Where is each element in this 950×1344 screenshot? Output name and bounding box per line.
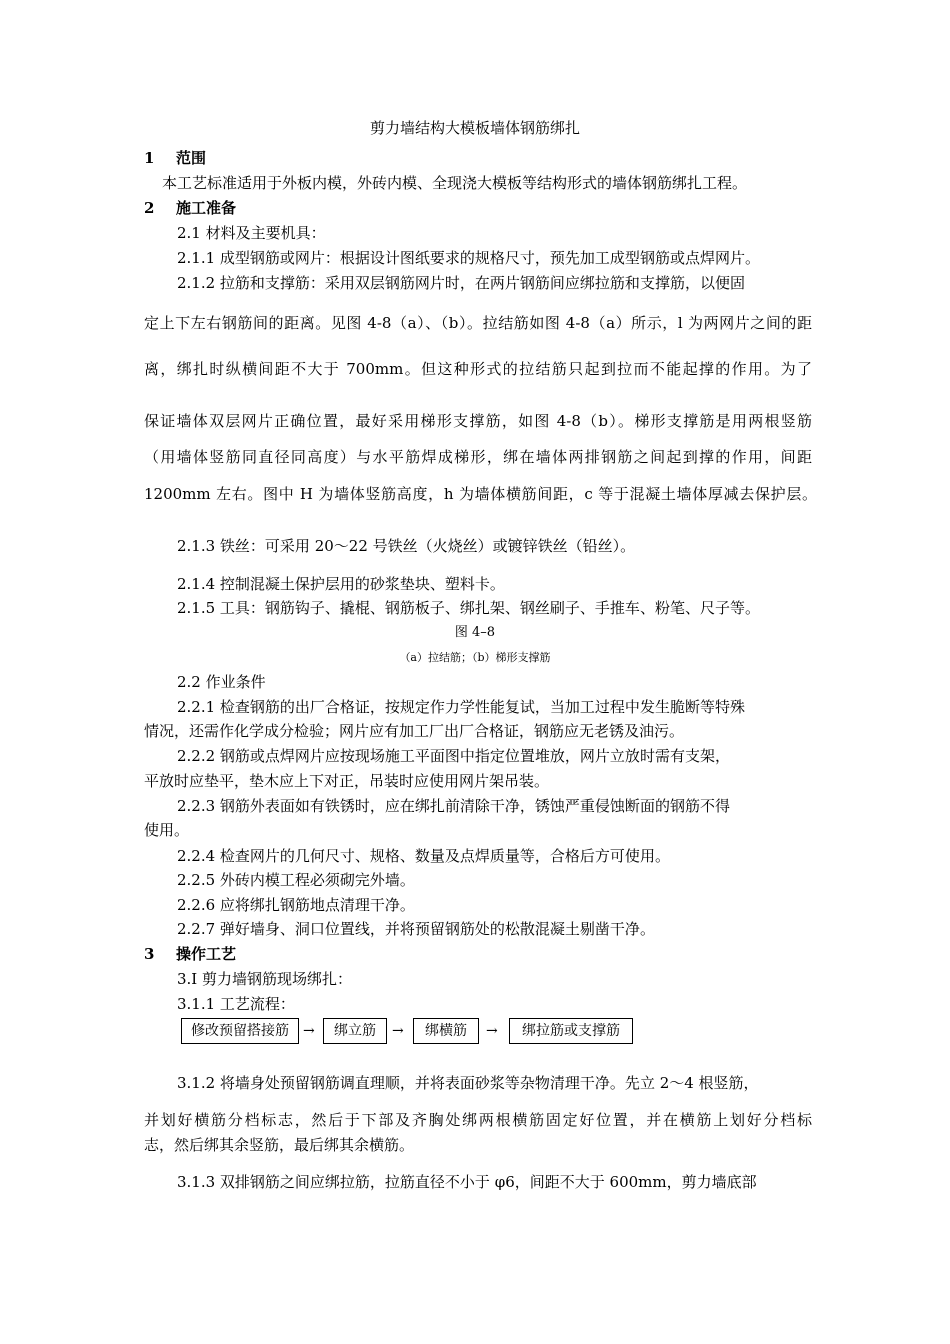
flow-step-3: 绑横筋 bbox=[413, 1018, 479, 1044]
paragraph-scope: 本工艺标准适用于外板内模，外砖内模、全现浇大模板等结构形式的墙体钢筋绑扎工程。 bbox=[162, 174, 748, 192]
flow-step-4: 绑拉筋或支撑筋 bbox=[509, 1018, 633, 1044]
paragraph-3-1-1: 3.1.1 工艺流程： bbox=[177, 995, 295, 1013]
section-number: 1 bbox=[144, 149, 155, 167]
paragraph-3-1-2-line: 并划好横筋分档标志，然后于下部及齐胸处绑两根横筋固定好位置，并在横筋上划好分档标 bbox=[144, 1111, 812, 1129]
section-heading-3 bbox=[144, 944, 236, 964]
paragraph-2-2-3-line: 使用。 bbox=[144, 821, 190, 839]
paragraph-2-1-5: 2.1.5 工具：钢筋钩子、撬棍、钢筋板子、绑扎架、钢丝刷子、手推车、粉笔、尺子等。 bbox=[177, 599, 760, 617]
paragraph-2-1-1: 2.1.1 成型钢筋或网片：根据设计图纸要求的规格尺寸，预先加工成型钢筋或点焊网片。 bbox=[177, 249, 760, 267]
paragraph-2-2-5: 2.2.5 外砖内模工程必须砌完外墙。 bbox=[177, 871, 415, 889]
subheading-3-1: 3.I 剪力墙钢筋现场绑扎： bbox=[177, 970, 353, 988]
section-number: 2 bbox=[144, 199, 155, 217]
paragraph-2-1-2-line: 定上下左右钢筋间的距离。见图 4-8（a）、（b）。拉结筋如图 4-8（a）所示，l 为两网片之间的距 bbox=[144, 314, 812, 332]
paragraph-2-2-7: 2.2.7 弹好墙身、洞口位置线，并将预留钢筋处的松散混凝土剔凿干净。 bbox=[177, 920, 655, 938]
section-heading-2 bbox=[144, 198, 236, 218]
flow-step-1: 修改预留搭接筋 bbox=[181, 1018, 299, 1044]
flow-step-2: 绑立筋 bbox=[323, 1018, 387, 1044]
paragraph-2-1-2-line: 1200mm 左右。图中 H 为墙体竖筋高度，h 为墙体横筋间距，c 等于混凝土墙体厚减去保护层。 bbox=[144, 485, 817, 503]
paragraph-2-1-3: 2.1.3 铁丝：可采用 20～22 号铁丝（火烧丝）或镀锌铁丝（铅丝）。 bbox=[177, 537, 636, 555]
paragraph-2-1-2-line: （用墙体竖筋同直径同高度）与水平筋焊成梯形，绑在墙体两排钢筋之间起到撑的作用，间距 bbox=[144, 448, 812, 466]
paragraph-2-1-2-line: 离，绑扎时纵横间距不大于 700mm。但这种形式的拉结筋只起到拉而不能起撑的作用。为了 bbox=[144, 360, 812, 378]
paragraph-2-2-1-line: 情况，还需作化学成分检验；网片应有加工厂出厂合格证，钢筋应无老锈及油污。 bbox=[144, 722, 685, 740]
section-heading-1 bbox=[144, 148, 206, 168]
paragraph-2-2-2: 2.2.2 钢筋或点焊网片应按现场施工平面图中指定位置堆放，网片立放时需有支架， bbox=[177, 747, 730, 765]
figure-caption: 图 4–8 bbox=[454, 625, 496, 640]
paragraph-2-2-2-line: 平放时应垫平，垫木应上下对正，吊装时应使用网片架吊装。 bbox=[144, 772, 550, 790]
document-title: 剪力墙结构大模板墙体钢筋绑扎 bbox=[369, 119, 580, 137]
paragraph-2-2-4: 2.2.4 检查网片的几何尺寸、规格、数量及点焊质量等，合格后方可使用。 bbox=[177, 847, 670, 865]
paragraph-3-1-2-line: 志，然后绑其余竖筋，最后绑其余横筋。 bbox=[144, 1136, 415, 1154]
flow-arrow: → bbox=[303, 1023, 315, 1039]
subheading-2-1: 2.1 材料及主要机具： bbox=[177, 224, 326, 242]
paragraph-3-1-3: 3.1.3 双排钢筋之间应绑拉筋，拉筋直径不小于 φ6，间距不大于 600mm，剪力墙底部 bbox=[177, 1173, 757, 1191]
section-number: 3 bbox=[144, 945, 155, 963]
flow-arrow: → bbox=[486, 1023, 498, 1039]
figure-subcaption: （a）拉结筋；（b）梯形支撑筋 bbox=[399, 651, 551, 664]
paragraph-2-2-6: 2.2.6 应将绑扎钢筋地点清理干净。 bbox=[177, 896, 415, 914]
section-title: 施工准备 bbox=[176, 199, 237, 217]
paragraph-2-1-2: 2.1.2 拉筋和支撑筋：采用双层钢筋网片时，在两片钢筋间应绑拉筋和支撑筋，以便固 bbox=[177, 274, 745, 292]
section-title: 操作工艺 bbox=[176, 945, 237, 963]
flow-arrow: → bbox=[392, 1023, 404, 1039]
paragraph-3-1-2: 3.1.2 将墙身处预留钢筋调直理顺，并将表面砂浆等杂物清理干净。先立 2～4 根竖筋， bbox=[177, 1074, 759, 1092]
paragraph-2-2-1: 2.2.1 检查钢筋的出厂合格证，按规定作力学性能复试，当加工过程中发生脆断等特殊 bbox=[177, 698, 745, 716]
paragraph-2-1-4: 2.1.4 控制混凝土保护层用的砂浆垫块、塑料卡。 bbox=[177, 575, 505, 593]
section-title: 范围 bbox=[176, 149, 207, 167]
paragraph-2-2-3: 2.2.3 钢筋外表面如有铁锈时，应在绑扎前清除干净，锈蚀严重侵蚀断面的钢筋不得 bbox=[177, 797, 730, 815]
subheading-2-2: 2.2 作业条件 bbox=[177, 673, 266, 691]
paragraph-2-1-2-line: 保证墙体双层网片正确位置，最好采用梯形支撑筋，如图 4-8（b）。梯形支撑筋是用两根竖筋 bbox=[144, 412, 812, 430]
